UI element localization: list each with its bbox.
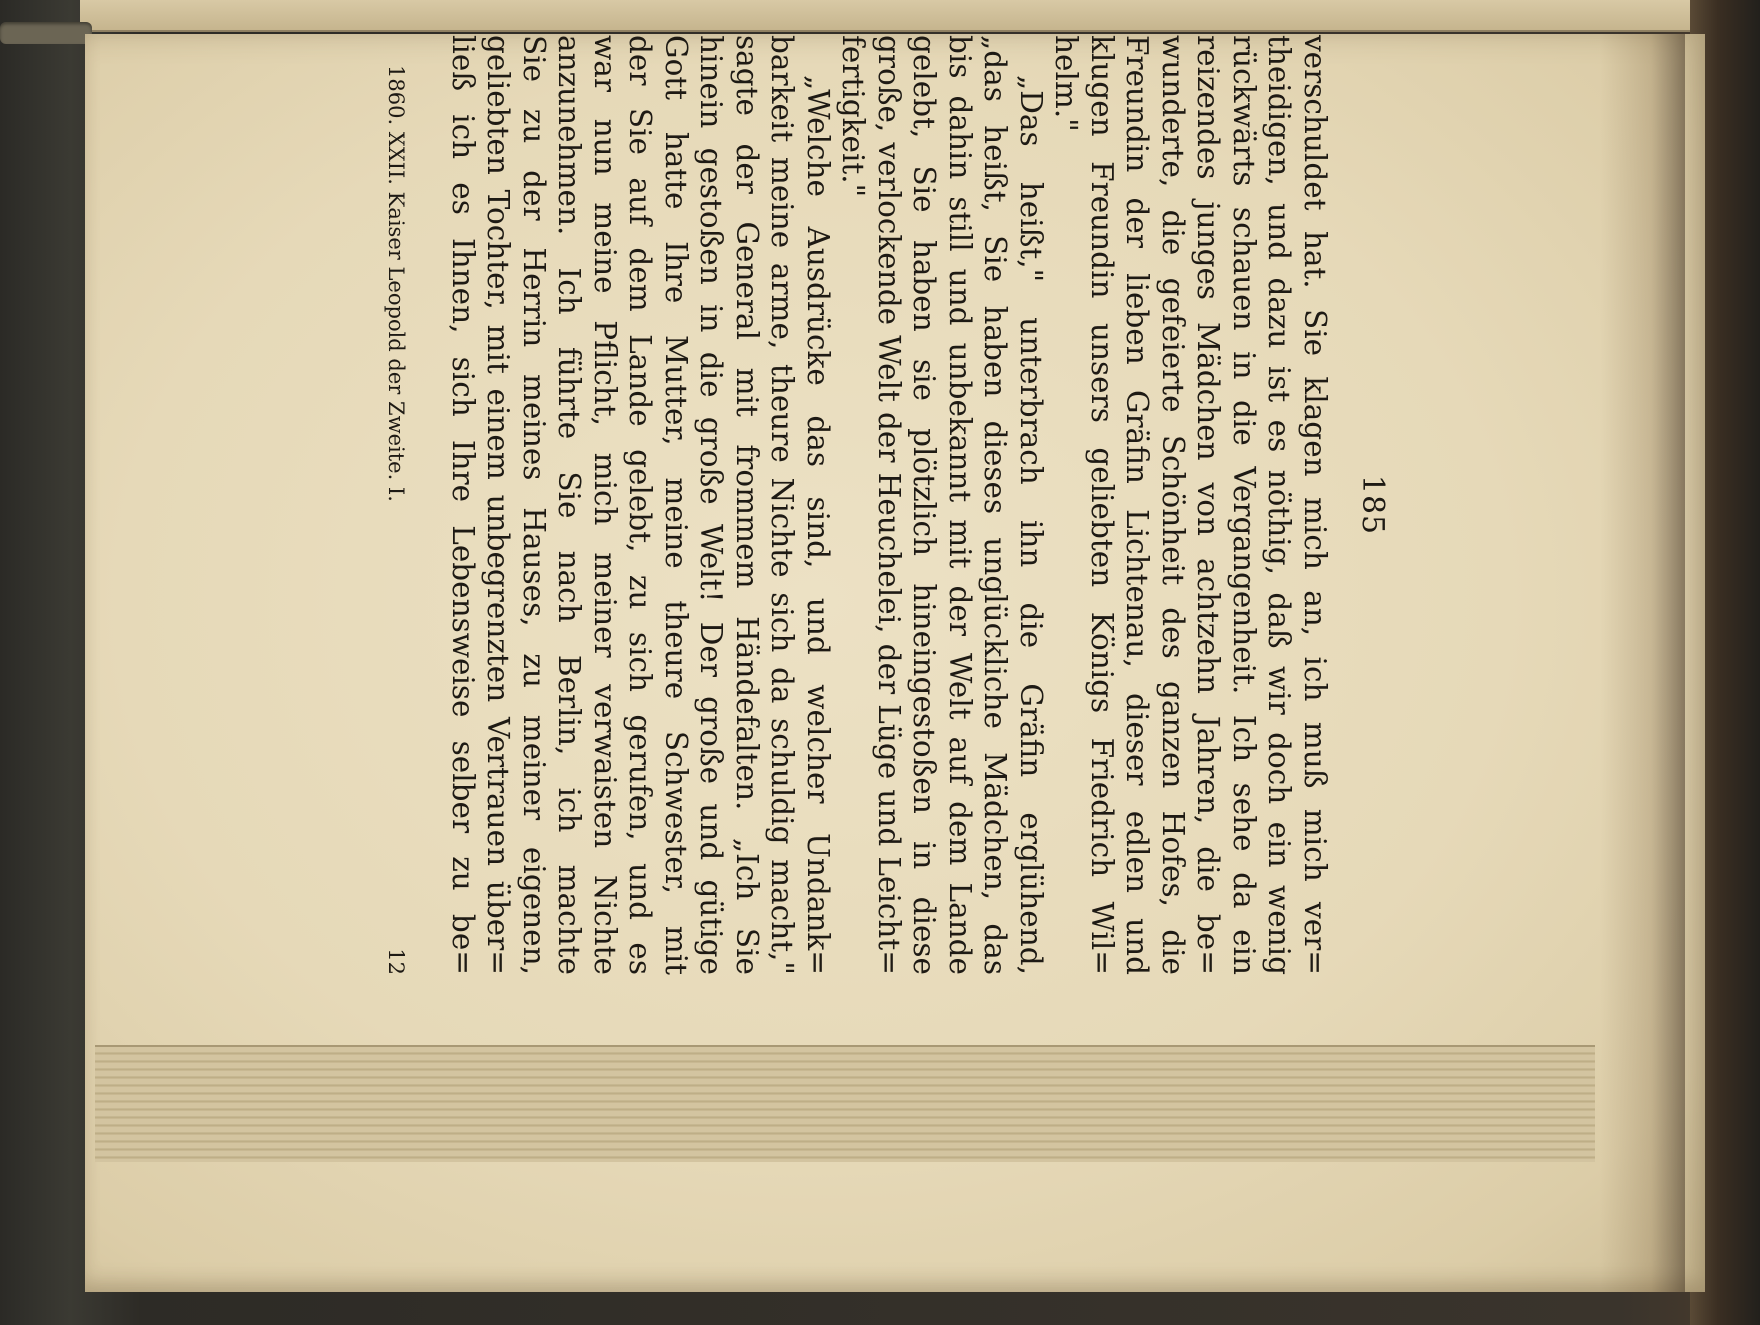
paragraph (835, 35, 1048, 975)
text-line: war nun meine Pflicht, mich meiner verwaisten Nichte (588, 35, 622, 975)
paragraph (1048, 35, 1332, 975)
page-number: 185 (1355, 474, 1390, 536)
text-line: Sie zu der Herrin meines Hauses, zu meiner eigenen, (517, 35, 551, 975)
page-gutter-shadow (1600, 34, 1685, 1292)
page-text-block (210, 35, 1390, 975)
text-line: „Welche Ausdrücke das sind, und welcher Undank= (801, 75, 835, 975)
signature-text: 1860. XXII. Kaiser Leopold der Zweite. I. (384, 65, 409, 502)
paragraph (445, 35, 836, 975)
text-line: Gott hatte Ihre Mutter, meine theure Schwester, mit (659, 35, 693, 975)
text-line: der Sie auf dem Lande gelebt, zu sich gerufen, und es (623, 35, 658, 975)
text-line: anzunehmen. Ich führte Sie nach Berlin, ich machte (552, 35, 587, 975)
text-line: bis dahin still und unbekannt mit der Welt auf dem Lande (943, 35, 977, 975)
text-line: helm." (1049, 35, 1084, 132)
binding-strap (0, 22, 92, 44)
text-line: reizendes junges Mädchen von achtzehn Jahren, die be= (1191, 35, 1226, 975)
page-stack-edge (95, 1045, 1595, 1162)
text-line: wunderte, die gefeierte Schönheit des ganzen Hofes, die (1156, 35, 1190, 975)
text-line: ließ ich es Ihnen, sich Ihre Lebensweise selber zu be= (446, 35, 480, 975)
text-line: Freundin der lieben Gräfin Lichtenau, dieser edlen und (1120, 35, 1155, 975)
body-text (445, 35, 1333, 975)
text-line: gelebt, Sie haben sie plötzlich hineingestoßen in diese (907, 35, 942, 975)
text-line: verschuldet hat. Sie klagen mich an, ich muß mich ver= (1298, 35, 1332, 975)
text-line: sagte der General mit frommem Händefalten. „Ich Sie (730, 35, 764, 975)
text-line: klugen Freundin unsers geliebten Königs Friedrich Wil= (1085, 35, 1119, 975)
text-line: „Das heißt," unterbrach ihn die Gräfin erglühend, (1014, 75, 1048, 975)
text-line: barkeit meine arme, theure Nichte sich da schuldig macht," (765, 35, 800, 975)
text-line: fertigkeit." (836, 35, 871, 198)
previous-page-edge (80, 0, 1690, 32)
signature-number: 12 (384, 948, 409, 975)
text-line: rückwärts schauen in die Vergangenheit. Ich sehe da ein (1227, 35, 1261, 975)
text-line: „das heißt, Sie haben dieses unglückliche Mädchen, das (978, 35, 1013, 975)
text-line: hinein gestoßen in die große Welt! Der große und gütige (694, 35, 729, 975)
printer-signature (385, 35, 409, 975)
text-line: theidigen, und dazu ist es nöthig, daß wir doch ein wenig (1262, 35, 1297, 975)
text-line: geliebten Tochter, mit einem unbegrenzten Vertrauen über= (481, 35, 516, 975)
text-line: große, verlockende Welt der Heuchelei, der Lüge und Leicht= (872, 35, 906, 975)
